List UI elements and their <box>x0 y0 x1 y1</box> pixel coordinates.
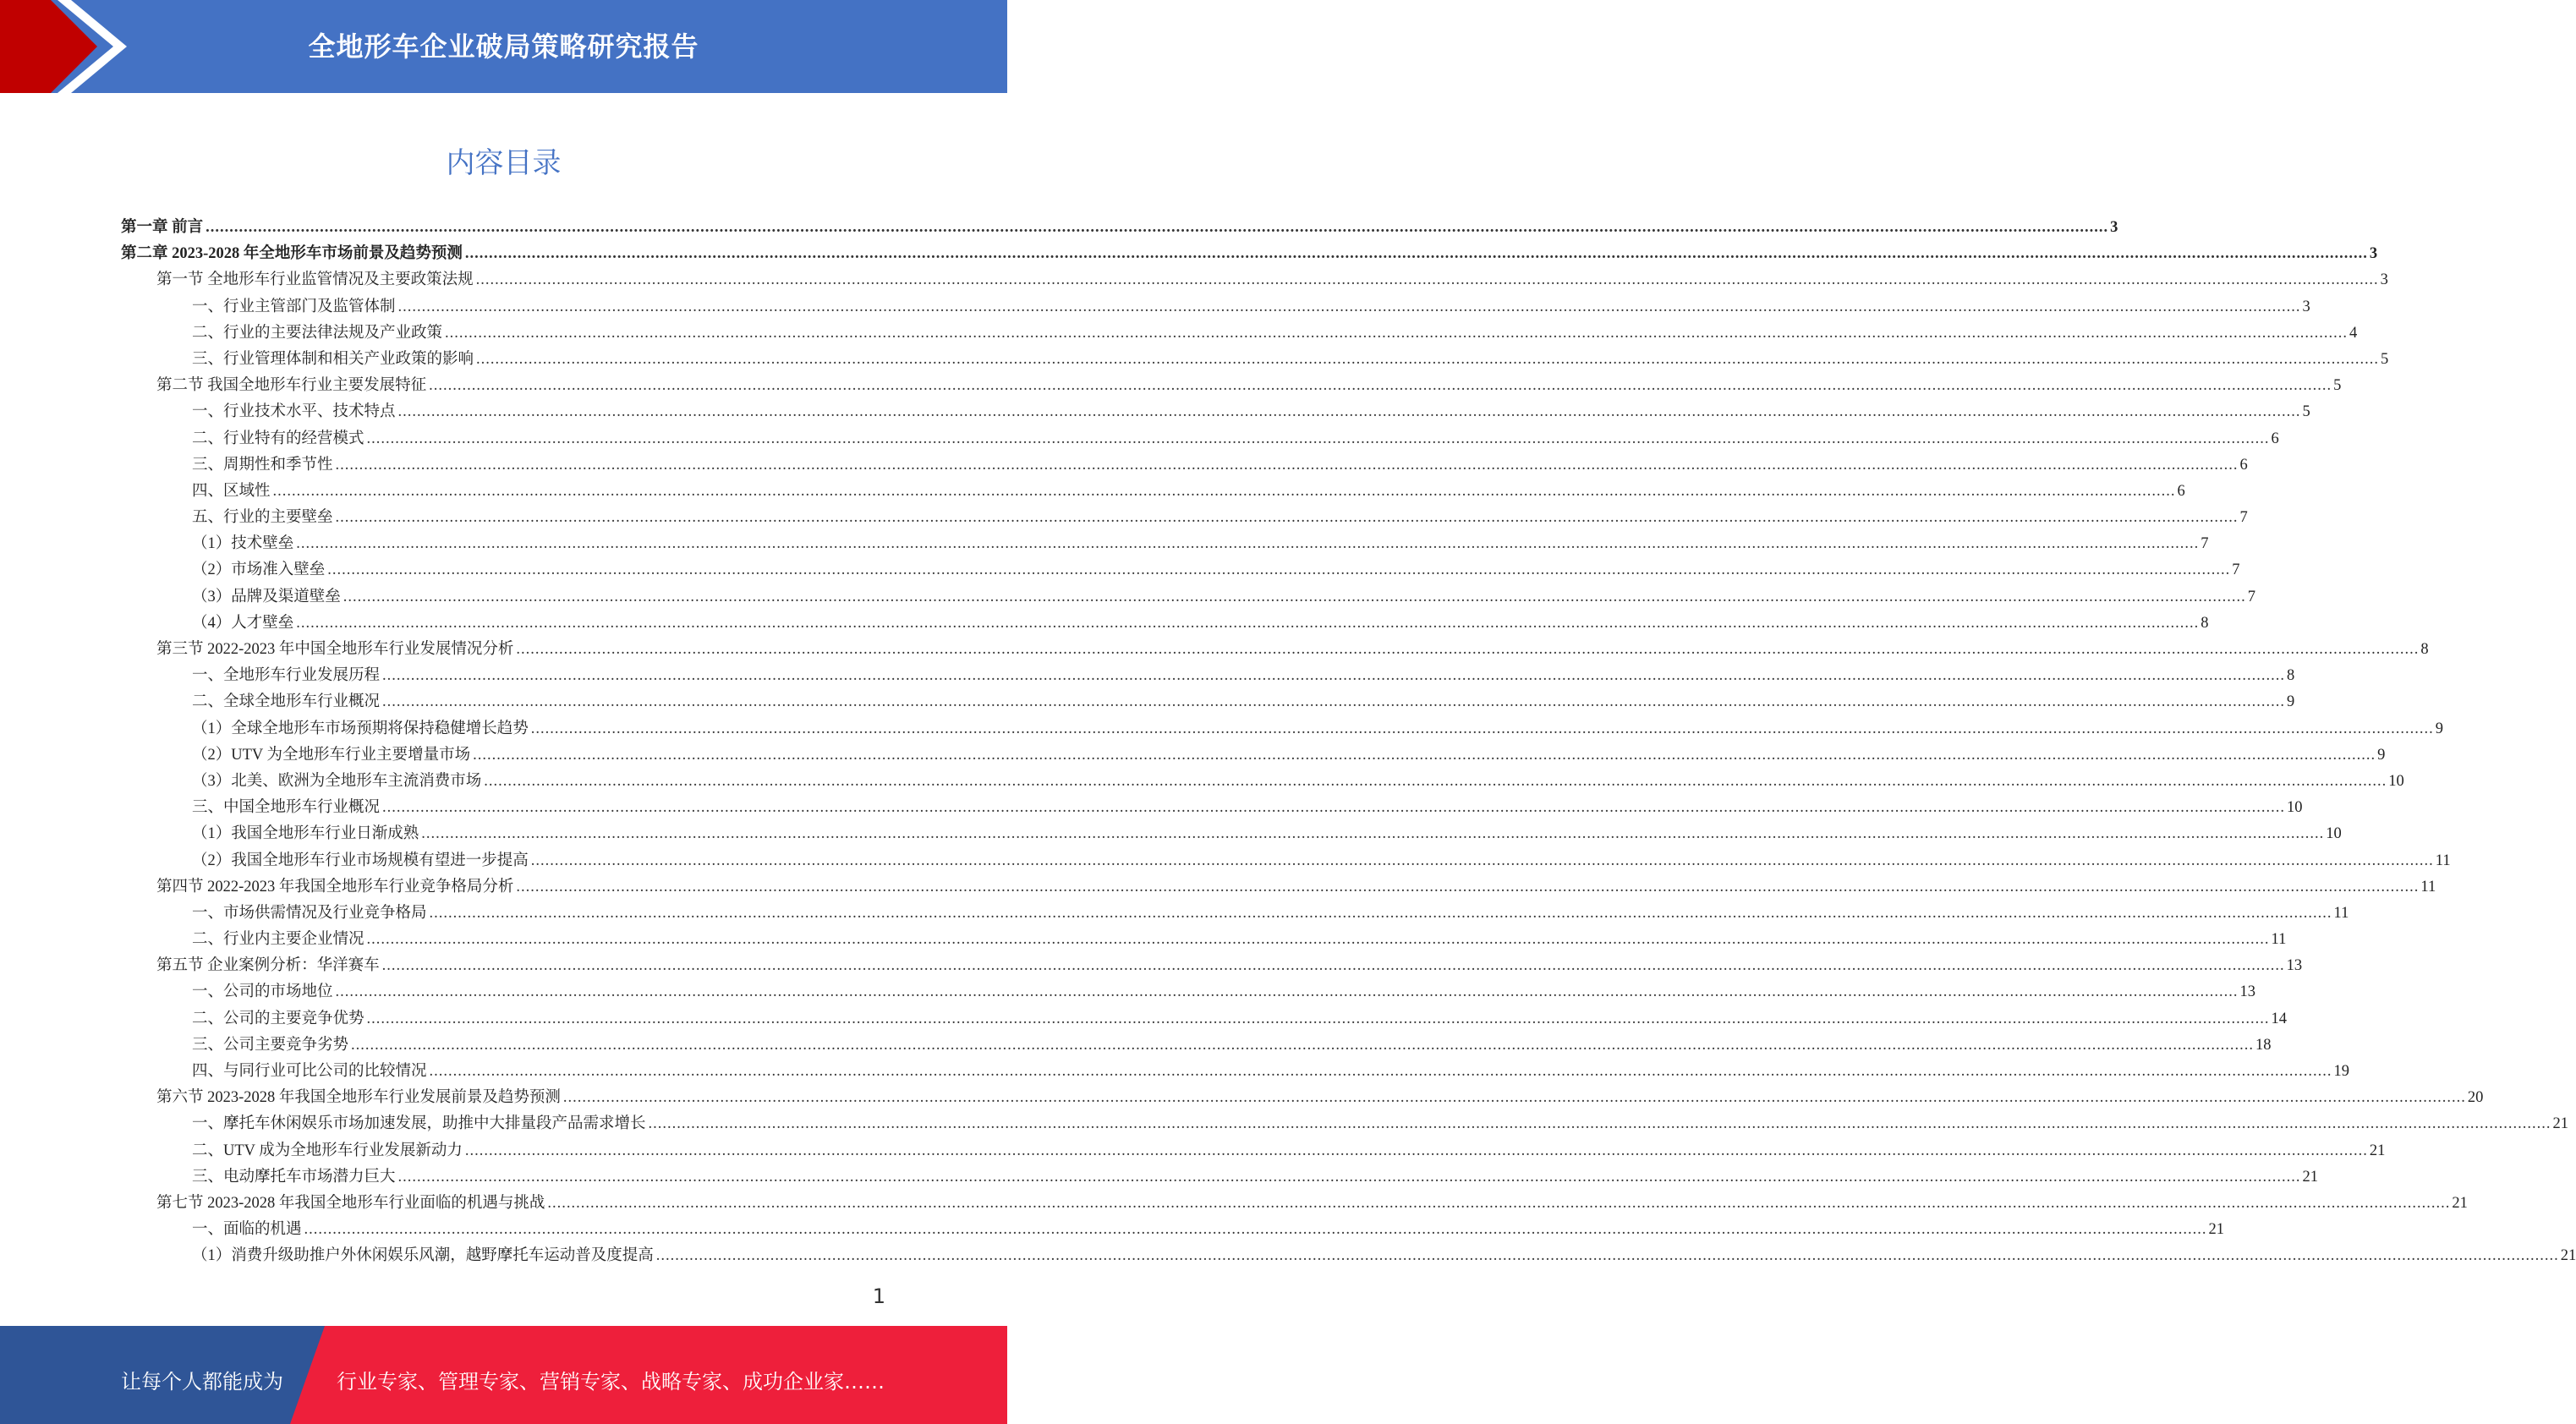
toc-entry-label: 三、公司主要竞争劣势 <box>192 1036 349 1054</box>
toc-entry-page: 7 <box>2201 535 2209 553</box>
toc-entry-page: 11 <box>2333 904 2349 922</box>
dot-leader: ................................................................................................................................................................................................................................................................................................................................................................................................................ <box>381 957 2285 975</box>
footer-banner <box>0 1326 1007 1424</box>
toc-entry[interactable] <box>121 373 2342 399</box>
toc-entry-label: （2）我国全地形车行业市场规模有望进一步提高 <box>192 852 529 869</box>
dot-leader: ................................................................................................................................................................................................................................................................................................................................................................................................................ <box>484 772 2387 790</box>
toc-entry-page: 5 <box>2333 377 2342 395</box>
toc-entry[interactable] <box>121 584 2256 611</box>
toc-entry[interactable] <box>121 1217 2225 1243</box>
toc-entry-page: 7 <box>2239 509 2248 527</box>
toc-entry-label: 二、公司的主要竞争优势 <box>192 1010 364 1027</box>
toc-entry-page: 8 <box>2201 614 2209 632</box>
toc-entry-page: 6 <box>2271 430 2279 447</box>
toc-entry[interactable] <box>121 215 2118 241</box>
toc-entry[interactable] <box>121 1085 2484 1111</box>
dot-leader: ................................................................................................................................................................................................................................................................................................................................................................................................................ <box>366 1010 2270 1027</box>
toc-entry[interactable] <box>121 795 2303 821</box>
header-banner <box>0 0 1007 93</box>
toc-entry-page: 8 <box>2420 641 2429 658</box>
toc-entry-page: 9 <box>2377 746 2386 764</box>
toc-entry-page: 21 <box>2452 1194 2468 1212</box>
toc-entry-page: 10 <box>2287 799 2303 817</box>
toc-entry[interactable] <box>121 399 2310 425</box>
toc-entry[interactable] <box>121 716 2444 742</box>
toc-entry[interactable] <box>121 1191 2468 1217</box>
toc-entry-label: 第七节 2023-2028 年我国全地形车行业面临的机遇与挑战 <box>156 1194 545 1212</box>
toc-entry-page: 21 <box>2208 1221 2225 1239</box>
dot-leader: ................................................................................................................................................................................................................................................................................................................................................................................................................ <box>335 509 2239 527</box>
toc-heading: 内容目录 <box>446 146 562 180</box>
toc-entry-label: 第二节 我国全地形车行业主要发展特征 <box>156 377 427 395</box>
toc-entry-label: 三、周期性和季节性 <box>192 456 333 474</box>
toc-entry-page: 21 <box>2302 1168 2319 1186</box>
dot-leader: ................................................................................................................................................................................................................................................................................................................................................................................................................ <box>429 904 2332 922</box>
dot-leader: ................................................................................................................................................................................................................................................................................................................................................................................................................ <box>516 878 2420 895</box>
toc-entry[interactable] <box>121 241 2378 267</box>
page-number: 1 <box>872 1284 885 1308</box>
toc-entry-label: 一、摩托车休闲娱乐市场加速发展，助推中大排量段产品需求增长 <box>192 1115 646 1133</box>
toc-entry[interactable] <box>121 821 2342 847</box>
toc-entry-page: 4 <box>2349 324 2358 342</box>
dot-leader: ................................................................................................................................................................................................................................................................................................................................................................................................................ <box>327 561 2231 579</box>
toc-entry-label: 五、行业的主要壁垒 <box>192 509 333 527</box>
toc-entry-page: 18 <box>2255 1036 2272 1054</box>
toc-entry-page: 7 <box>2247 588 2256 605</box>
dot-leader: ................................................................................................................................................................................................................................................................................................................................................................................................................ <box>648 1115 2551 1133</box>
toc-entry[interactable] <box>121 267 2388 293</box>
toc-entry-page: 9 <box>2435 720 2444 737</box>
toc-entry-page: 5 <box>2381 350 2389 368</box>
dot-leader: ................................................................................................................................................................................................................................................................................................................................................................................................................ <box>206 219 2109 236</box>
toc-entry-label: （2）UTV 为全地形车行业主要增量市场 <box>192 746 471 764</box>
toc-entry[interactable] <box>121 1032 2272 1059</box>
toc-entry-page: 6 <box>2239 456 2248 474</box>
dot-leader: ................................................................................................................................................................................................................................................................................................................................................................................................................ <box>562 1089 2466 1107</box>
toc-entry-label: 一、全地形车行业发展历程 <box>192 667 381 685</box>
toc-entry-label: （2）市场准入壁垒 <box>192 561 326 579</box>
toc-entry[interactable] <box>121 689 2295 715</box>
dot-leader: ................................................................................................................................................................................................................................................................................................................................................................................................................ <box>429 1063 2332 1080</box>
toc-entry-page: 10 <box>2388 772 2404 790</box>
dot-leader: ................................................................................................................................................................................................................................................................................................................................................................................................................ <box>475 271 2379 289</box>
toc-entry-label: 第三节 2022-2023 年中国全地形车行业发展情况分析 <box>156 641 514 658</box>
toc-entry-label: 一、行业主管部门及监管体制 <box>192 298 396 315</box>
toc-entry[interactable] <box>121 1243 2576 1269</box>
toc-entry-label: 四、区域性 <box>192 482 271 500</box>
toc-entry-page: 21 <box>2369 1142 2386 1159</box>
dot-leader: ................................................................................................................................................................................................................................................................................................................................................................................................................ <box>429 377 2332 395</box>
dot-leader: ................................................................................................................................................................................................................................................................................................................................................................................................................ <box>397 403 2301 421</box>
dot-leader: ................................................................................................................................................................................................................................................................................................................................................................................................................ <box>421 825 2325 843</box>
toc-entry-label: （1）技术壁垒 <box>192 535 294 553</box>
toc-entry-page: 7 <box>2232 561 2240 579</box>
dot-leader: ................................................................................................................................................................................................................................................................................................................................................................................................................ <box>351 1036 2255 1054</box>
toc-entry[interactable] <box>121 901 2349 927</box>
toc-entry-label: 三、行业管理体制和相关产业政策的影响 <box>192 350 474 368</box>
toc-entry-label: 三、电动摩托车市场潜力巨大 <box>192 1168 396 1186</box>
dot-leader: ................................................................................................................................................................................................................................................................................................................................................................................................................ <box>296 614 2200 632</box>
toc-entry-page: 3 <box>2302 298 2310 315</box>
toc-entry-page: 13 <box>2286 957 2303 975</box>
toc-entry-label: 二、行业的主要法律法规及产业政策 <box>192 324 443 342</box>
toc-entry-page: 13 <box>2239 983 2256 1001</box>
dot-leader: ................................................................................................................................................................................................................................................................................................................................................................................................................ <box>382 799 2286 817</box>
dot-leader: ................................................................................................................................................................................................................................................................................................................................................................................................................ <box>335 983 2239 1001</box>
toc-entry-label: 第二章 2023-2028 年全地形车市场前景及趋势预测 <box>121 245 463 263</box>
toc-entry-page: 3 <box>2110 219 2118 236</box>
toc-entry-label: 一、公司的市场地位 <box>192 983 333 1001</box>
toc-entry-page: 11 <box>2435 852 2451 869</box>
toc-entry[interactable] <box>121 1164 2319 1191</box>
toc-entry-page: 21 <box>2560 1247 2576 1265</box>
dot-leader: ................................................................................................................................................................................................................................................................................................................................................................................................................ <box>382 667 2286 685</box>
toc-entry[interactable] <box>121 848 2451 874</box>
toc-entry-label: （1）我国全地形车行业日渐成熟 <box>192 825 419 843</box>
toc-entry-page: 14 <box>2271 1010 2288 1027</box>
toc-entry[interactable] <box>121 979 2256 1005</box>
dot-leader: ................................................................................................................................................................................................................................................................................................................................................................................................................ <box>272 482 2176 500</box>
toc-entry-page: 21 <box>2552 1115 2569 1133</box>
toc-entry-label: 第四节 2022-2023 年我国全地形车行业竞争格局分析 <box>156 878 514 895</box>
toc-entry-label: （1）全球全地形车市场预期将保持稳健增长趋势 <box>192 720 529 737</box>
dot-leader: ................................................................................................................................................................................................................................................................................................................................................................................................................ <box>304 1221 2207 1239</box>
toc-entry-label: 二、全球全地形车行业概况 <box>192 693 381 711</box>
toc-entry[interactable] <box>121 1111 2569 1137</box>
toc-entry-page: 10 <box>2326 825 2342 843</box>
dot-leader: ................................................................................................................................................................................................................................................................................................................................................................................................................ <box>343 588 2246 605</box>
toc-entry[interactable] <box>121 452 2248 479</box>
toc-entry-page: 11 <box>2420 878 2436 895</box>
dot-leader: ................................................................................................................................................................................................................................................................................................................................................................................................................ <box>366 430 2270 447</box>
toc-entry[interactable] <box>121 663 2295 689</box>
toc-entry-label: 第五节 企业案例分析：华洋赛车 <box>156 957 380 975</box>
dot-leader: ................................................................................................................................................................................................................................................................................................................................................................................................................ <box>382 693 2286 711</box>
dot-leader: ................................................................................................................................................................................................................................................................................................................................................................................................................ <box>464 1142 2368 1159</box>
toc-entry-label: （4）人才壁垒 <box>192 614 294 632</box>
toc-entry-page: 3 <box>2380 271 2388 289</box>
toc-entry-page: 3 <box>2369 245 2378 263</box>
dot-leader: ................................................................................................................................................................................................................................................................................................................................................................................................................ <box>530 852 2434 869</box>
dot-leader: ................................................................................................................................................................................................................................................................................................................................................................................................................ <box>397 298 2301 315</box>
dot-leader: ................................................................................................................................................................................................................................................................................................................................................................................................................ <box>516 641 2420 658</box>
table-of-contents <box>121 215 2576 1270</box>
toc-entry[interactable] <box>121 637 2429 663</box>
toc-entry-label: 二、UTV 成为全地形车行业发展新动力 <box>192 1142 463 1159</box>
toc-entry-page: 19 <box>2333 1063 2350 1080</box>
toc-entry-page: 6 <box>2177 482 2185 500</box>
toc-entry-label: 一、市场供需情况及行业竞争格局 <box>192 904 427 922</box>
dot-leader: ................................................................................................................................................................................................................................................................................................................................................................................................................ <box>296 535 2200 553</box>
toc-entry-page: 8 <box>2287 667 2295 685</box>
toc-entry-label: （3）品牌及渠道壁垒 <box>192 588 341 605</box>
dot-leader: ................................................................................................................................................................................................................................................................................................................................................................................................................ <box>655 1247 2559 1265</box>
toc-entry[interactable] <box>121 320 2358 347</box>
toc-entry[interactable] <box>121 1138 2386 1164</box>
toc-entry-label: 一、面临的机遇 <box>192 1221 302 1239</box>
toc-entry[interactable] <box>121 1006 2288 1032</box>
toc-entry[interactable] <box>121 953 2303 979</box>
toc-entry-label: 四、与同行业可比公司的比较情况 <box>192 1063 427 1080</box>
toc-entry-page: 20 <box>2467 1089 2484 1107</box>
toc-entry-page: 5 <box>2302 403 2310 421</box>
toc-entry-label: 二、行业内主要企业情况 <box>192 931 364 949</box>
toc-entry-label: （3）北美、欧洲为全地形车主流消费市场 <box>192 772 482 790</box>
dot-leader: ................................................................................................................................................................................................................................................................................................................................................................................................................ <box>476 350 2380 368</box>
toc-entry[interactable] <box>121 531 2209 557</box>
dot-leader: ................................................................................................................................................................................................................................................................................................................................................................................................................ <box>530 720 2434 737</box>
toc-entry-label: 二、行业特有的经营模式 <box>192 430 364 447</box>
report-title: 全地形车企业破局策略研究报告 <box>308 30 699 63</box>
dot-leader: ................................................................................................................................................................................................................................................................................................................................................................................................................ <box>397 1168 2301 1186</box>
toc-entry[interactable] <box>121 347 2389 373</box>
footer-slogan-left: 让每个人都能成为 <box>121 1370 283 1394</box>
toc-entry[interactable] <box>121 294 2310 320</box>
toc-entry[interactable] <box>121 1059 2350 1085</box>
dot-leader: ................................................................................................................................................................................................................................................................................................................................................................................................................ <box>547 1194 2451 1212</box>
toc-entry[interactable] <box>121 874 2436 901</box>
toc-entry[interactable] <box>121 927 2287 953</box>
toc-entry-label: 第一章 前言 <box>121 219 204 236</box>
toc-entry-page: 9 <box>2287 693 2295 711</box>
toc-entry[interactable] <box>121 505 2248 531</box>
toc-entry[interactable] <box>121 742 2386 769</box>
dot-leader: ................................................................................................................................................................................................................................................................................................................................................................................................................ <box>464 245 2368 263</box>
toc-entry[interactable] <box>121 557 2240 583</box>
dot-leader: ................................................................................................................................................................................................................................................................................................................................................................................................................ <box>366 931 2270 949</box>
toc-entry[interactable] <box>121 479 2185 505</box>
toc-entry[interactable] <box>121 426 2279 452</box>
toc-entry-label: （1）消费升级助推户外休闲娱乐风潮，越野摩托车运动普及度提高 <box>192 1247 654 1265</box>
footer-slogan-right: 行业专家、管理专家、营销专家、战略专家、成功企业家…… <box>337 1370 885 1394</box>
toc-entry-page: 11 <box>2271 931 2287 949</box>
toc-entry-label: 第六节 2023-2028 年我国全地形车行业发展前景及趋势预测 <box>156 1089 561 1107</box>
toc-entry-label: 三、中国全地形车行业概况 <box>192 799 381 817</box>
toc-entry[interactable] <box>121 769 2404 795</box>
toc-entry-label: 一、行业技术水平、技术特点 <box>192 403 396 421</box>
dot-leader: ................................................................................................................................................................................................................................................................................................................................................................................................................ <box>445 324 2349 342</box>
dot-leader: ................................................................................................................................................................................................................................................................................................................................................................................................................ <box>335 456 2239 474</box>
dot-leader: ................................................................................................................................................................................................................................................................................................................................................................................................................ <box>473 746 2376 764</box>
toc-entry[interactable] <box>121 611 2209 637</box>
toc-entry-label: 第一节 全地形车行业监管情况及主要政策法规 <box>156 271 474 289</box>
